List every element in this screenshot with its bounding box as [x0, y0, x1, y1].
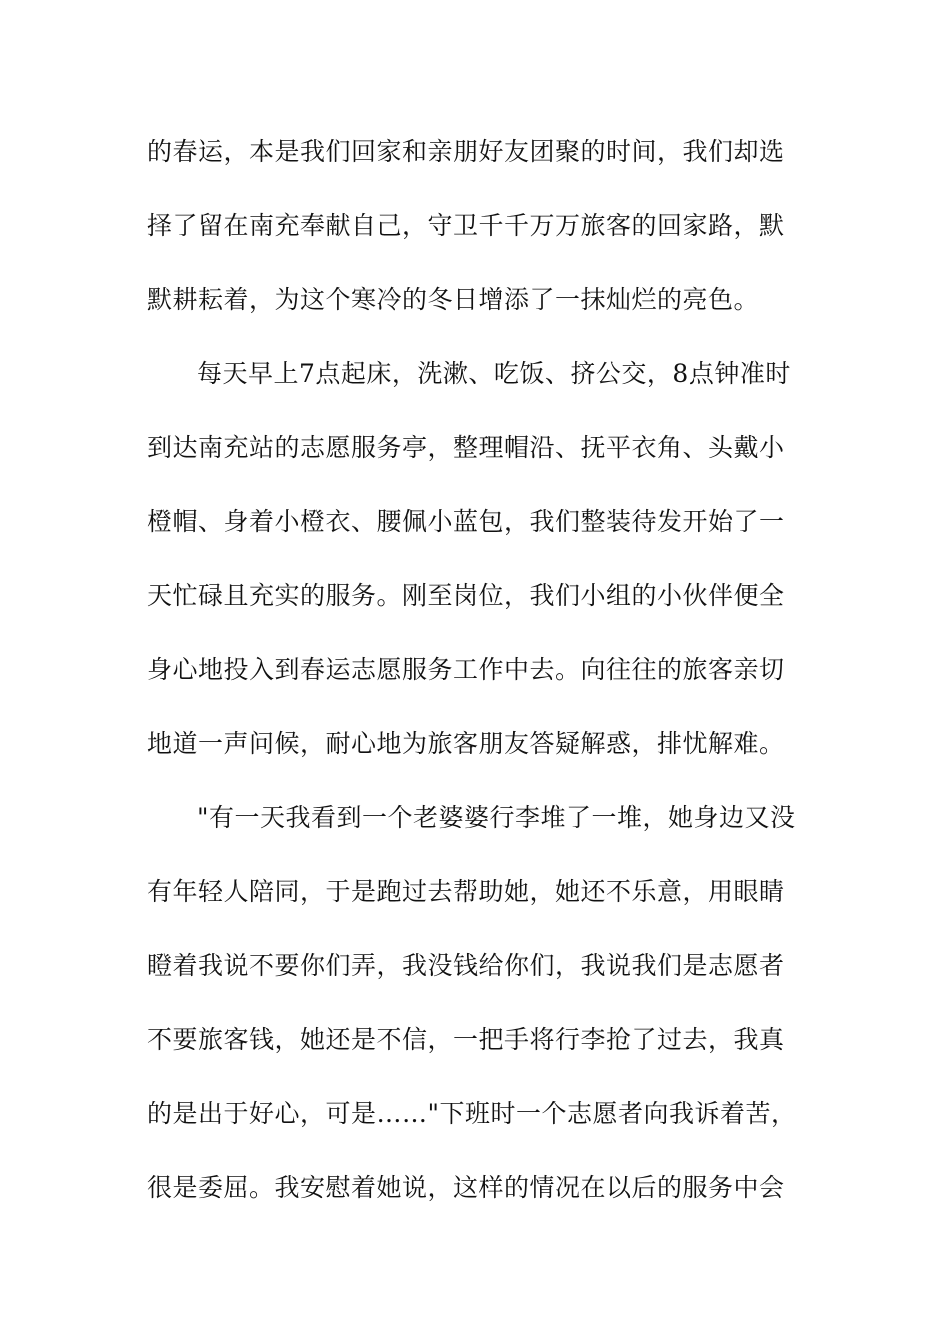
- text-line: 有年轻人陪同，于是跑过去帮助她，她还不乐意，用眼睛: [147, 877, 785, 906]
- text-line: 择了留在南充奉献自己，守卫千千万万旅客的回家路，默: [147, 211, 785, 240]
- text-line: 的春运，本是我们回家和亲朋好友团聚的时间，我们却选: [147, 137, 785, 166]
- text-line: 的是出于好心，可是……"下班时一个志愿者向我诉着苦，: [147, 1099, 797, 1128]
- text-line: 默耕耘着，为这个寒冷的冬日增添了一抹灿烂的亮色。: [147, 285, 760, 314]
- text-line: 到达南充站的志愿服务亭，整理帽沿、抚平衣角、头戴小: [147, 433, 785, 462]
- text-line: 地道一声问候，耐心地为旅客朋友答疑解惑，排忧解难。: [147, 729, 785, 758]
- text-line: 天忙碌且充实的服务。刚至岗位，我们小组的小伙伴便全: [147, 581, 785, 610]
- text-line: 身心地投入到春运志愿服务工作中去。向往往的旅客亲切: [147, 655, 785, 684]
- text-line: 瞪着我说不要你们弄，我没钱给你们，我说我们是志愿者: [147, 951, 785, 980]
- text-line: 很是委屈。我安慰着她说，这样的情况在以后的服务中会: [147, 1173, 785, 1202]
- paragraph-first-line: 每天早上7点起床，洗漱、吃饭、挤公交，8点钟准时: [197, 359, 791, 388]
- text-line: 橙帽、身着小橙衣、腰佩小蓝包，我们整装待发开始了一: [147, 507, 785, 536]
- text-line: 不要旅客钱，她还是不信，一把手将行李抢了过去，我真: [147, 1025, 785, 1054]
- paragraph-first-line: "有一天我看到一个老婆婆行李堆了一堆，她身边又没: [197, 803, 796, 832]
